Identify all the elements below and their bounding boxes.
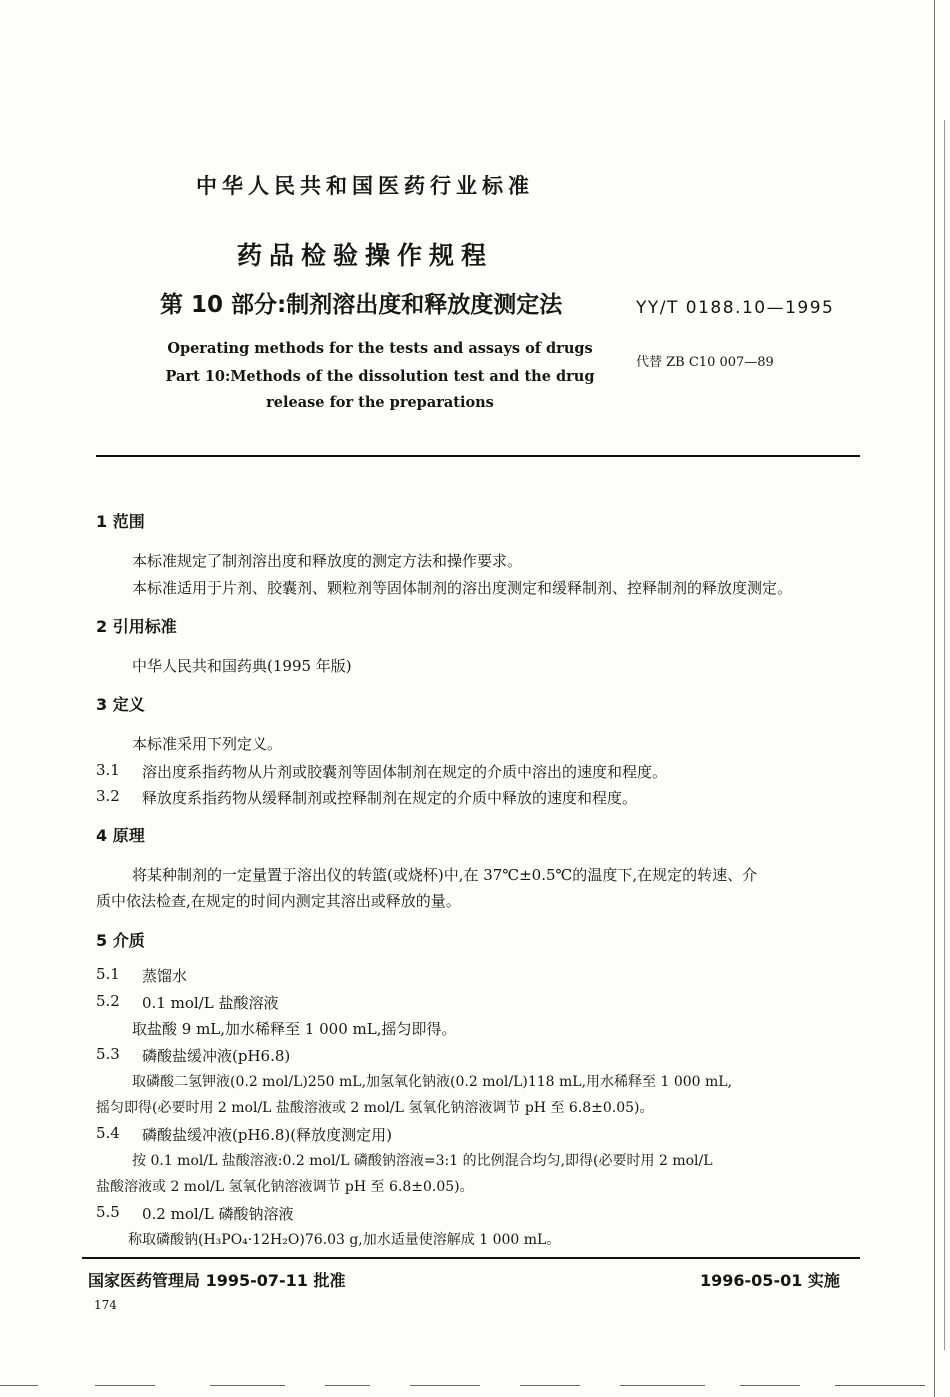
clause-number: 3.1 [96, 761, 120, 779]
replaces-standard: 代替 ZB C10 007—89 [636, 355, 774, 370]
clause-text: 释放度系指药物从缓释制剂或控释制剂在规定的介质中释放的速度和程度。 [142, 789, 638, 807]
clause-number: 3.2 [96, 787, 120, 805]
clause-number: 5.1 [96, 965, 120, 983]
section-paragraph: 取盐酸 9 mL,加水稀释至 1 000 mL,摇匀即得。 [132, 1020, 457, 1038]
section-paragraph: 中华人民共和国药典(1995 年版) [132, 657, 352, 675]
standard-code: YY/T 0188.10—1995 [636, 298, 835, 318]
scan-artifact-dash [740, 1385, 800, 1386]
effective-date: 1996-05-01 实施 [700, 1271, 840, 1290]
industry-standard-label: 中华人民共和国医药行业标准 [196, 174, 534, 198]
scan-artifact-dash [95, 1385, 155, 1386]
clause-text: 磷酸盐缓冲液(pH6.8)(释放度测定用) [142, 1126, 392, 1144]
section-heading: 5 介质 [96, 931, 145, 950]
scan-artifact-dash [0, 1385, 38, 1386]
section-paragraph: 本标准规定了制剂溶出度和释放度的测定方法和操作要求。 [132, 552, 523, 570]
clause-number: 5.3 [96, 1045, 120, 1063]
section-paragraph: 摇匀即得(必要时用 2 mol/L 盐酸溶液或 2 mol/L 氢氧化钠溶液调节 pH 至 6.8±0.05)。 [96, 1100, 654, 1116]
page-number: 174 [94, 1298, 117, 1312]
clause-text: 0.2 mol/L 磷酸钠溶液 [142, 1205, 294, 1223]
header-divider [96, 455, 860, 457]
clause-number: 5.2 [96, 992, 120, 1010]
english-title-line-3: release for the preparations [266, 394, 494, 411]
footer-divider [82, 1257, 860, 1259]
scan-artifact-dash [410, 1385, 480, 1386]
scan-artifact-dash [520, 1385, 580, 1386]
approval-statement: 国家医药管理局 1995-07-11 批准 [88, 1271, 346, 1290]
clause-number: 5.5 [96, 1203, 120, 1221]
section-paragraph: 质中依法检查,在规定的时间内测定其溶出或释放的量。 [96, 892, 461, 910]
clause-text: 磷酸盐缓冲液(pH6.8) [142, 1047, 291, 1065]
section-heading: 4 原理 [96, 826, 145, 845]
scan-edge-line [934, 0, 935, 1397]
section-paragraph: 盐酸溶液或 2 mol/L 氢氧化钠溶液调节 pH 至 6.8±0.05)。 [96, 1179, 474, 1195]
section-heading: 2 引用标准 [96, 617, 177, 636]
clause-text: 蒸馏水 [142, 967, 188, 985]
section-paragraph: 本标准适用于片剂、胶囊剂、颗粒剂等固体制剂的溶出度测定和缓释制剂、控释制剂的释放度测定。 [132, 579, 793, 597]
english-title-line-1: Operating methods for the tests and assays of drugs [167, 340, 593, 357]
section-paragraph: 称取磷酸钠(H₃PO₄·12H₂O)76.03 g,加水适量使溶解成 1 000 mL。 [128, 1232, 561, 1248]
scan-edge-line [944, 120, 945, 1350]
english-title-line-2: Part 10:Methods of the dissolution test and the drug [165, 368, 595, 385]
document-subtitle: 第 10 部分:制剂溶出度和释放度测定法 [160, 292, 563, 318]
section-heading: 3 定义 [96, 695, 145, 714]
section-paragraph: 将某种制剂的一定量置于溶出仪的转篮(或烧杯)中,在 37℃±0.5℃的温度下,在规定的转速、介 [132, 866, 758, 884]
scan-artifact-dash [835, 1385, 925, 1386]
clause-number: 5.4 [96, 1124, 120, 1142]
clause-text: 溶出度系指药物从片剂或胶囊剂等固体制剂在规定的介质中溶出的速度和程度。 [142, 763, 668, 781]
section-heading: 1 范围 [96, 512, 145, 531]
clause-text: 0.1 mol/L 盐酸溶液 [142, 994, 279, 1012]
section-paragraph: 本标准采用下列定义。 [132, 735, 283, 753]
scan-artifact-dash [210, 1385, 285, 1386]
document-title: 药品检验操作规程 [236, 241, 493, 270]
scan-artifact-dash [620, 1385, 705, 1386]
scan-artifact-dash [325, 1385, 370, 1386]
section-paragraph: 按 0.1 mol/L 盐酸溶液:0.2 mol/L 磷酸钠溶液=3:1 的比例混合均匀,即得(必要时用 2 mol/L [132, 1153, 713, 1169]
section-paragraph: 取磷酸二氢钾液(0.2 mol/L)250 mL,加氢氧化钠液(0.2 mol/L)118 mL,用水稀释至 1 000 mL, [132, 1074, 733, 1090]
